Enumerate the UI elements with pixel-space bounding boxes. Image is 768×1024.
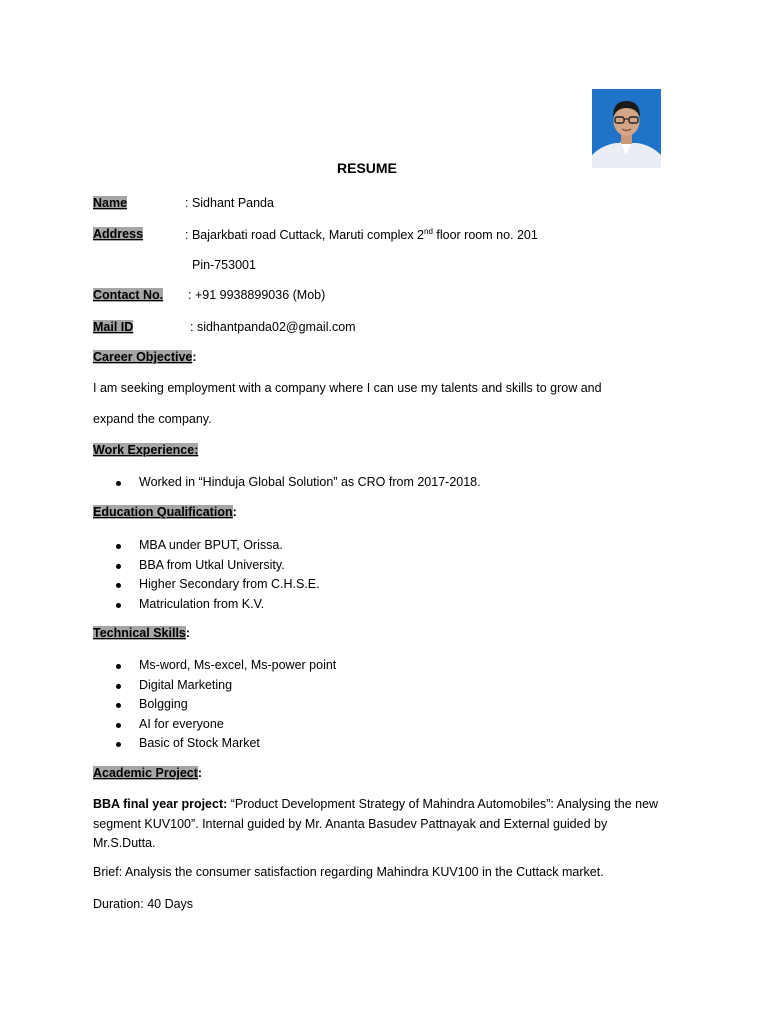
list-item: BBA from Utkal University. <box>93 556 320 576</box>
list-item: Worked in “Hinduja Global Solution” as CRO from 2017-2018. <box>93 473 481 493</box>
career-text-line1: I am seeking employment with a company where I can use my talents and skills to grow and <box>93 381 602 395</box>
career-heading: Career Objective: <box>93 350 197 364</box>
profile-photo <box>592 89 661 168</box>
work-heading: Work Experience: <box>93 443 199 457</box>
name-value: : Sidhant Panda <box>185 196 274 210</box>
work-list <box>93 473 481 493</box>
list-item: AI for everyone <box>93 715 336 735</box>
education-heading: Education Qualification: <box>93 505 237 519</box>
mail-label: Mail ID <box>93 320 134 334</box>
list-item: Higher Secondary from C.H.S.E. <box>93 575 320 595</box>
contact-value: : +91 9938899036 (Mob) <box>188 288 326 302</box>
project-heading: Academic Project: <box>93 766 203 780</box>
list-item: MBA under BPUT, Orissa. <box>93 536 320 556</box>
education-list <box>93 536 320 614</box>
page-title: RESUME <box>337 160 397 176</box>
project-description: BBA final year project: “Product Development Strategy of Mahindra Automobiles”: Analysing the new segment KUV100”. Internal guided by Mr. Ananta Basudev Pattnayak and External guided by Mr.S.Dutta. <box>93 797 659 850</box>
list-item: Basic of Stock Market <box>93 734 336 754</box>
name-label: Name <box>93 196 128 210</box>
career-text-line2: expand the company. <box>93 412 212 426</box>
skills-heading: Technical Skills: <box>93 626 191 640</box>
list-item: Digital Marketing <box>93 676 336 696</box>
project-brief: Brief: Analysis the consumer satisfaction regarding Mahindra KUV100 in the Cuttack market. <box>93 865 604 879</box>
mail-value: : sidhantpanda02@gmail.com <box>190 320 356 334</box>
contact-label: Contact No. <box>93 288 164 302</box>
address-label: Address <box>93 227 144 241</box>
address-value: : Bajarkbati road Cuttack, Maruti complex 2nd floor room no. 201 <box>185 227 538 243</box>
skills-list <box>93 656 336 754</box>
list-item: Ms-word, Ms-excel, Ms-power point <box>93 656 336 676</box>
address-pin: Pin-753001 <box>192 258 256 272</box>
list-item: Bolgging <box>93 695 336 715</box>
list-item: Matriculation from K.V. <box>93 595 320 615</box>
project-duration: Duration: 40 Days <box>93 897 194 911</box>
